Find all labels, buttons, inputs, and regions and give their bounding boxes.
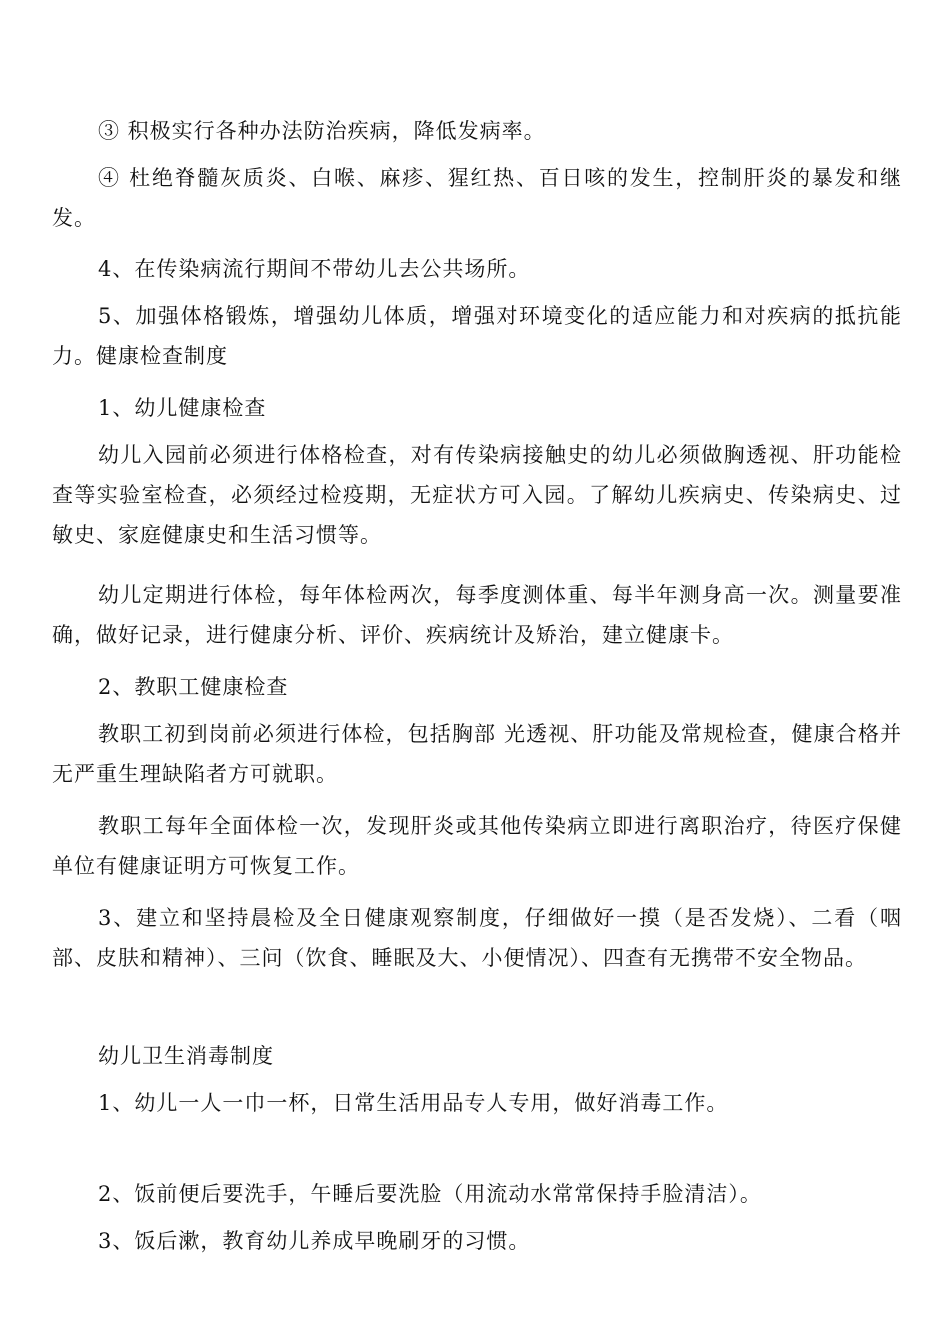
paragraph: 教职工每年全面体检一次，发现肝炎或其他传染病立即进行离职治疗，待医疗保健单位有健康证明方可恢复工作。 xyxy=(52,814,902,878)
paragraph: 4、在传染病流行期间不带幼儿去公共场所。 xyxy=(98,257,531,281)
paragraph: ③ 积极实行各种办法防治疾病，降低发病率。 xyxy=(98,119,546,143)
paragraph: 5、加强体格锻炼，增强幼儿体质，增强对环境变化的适应能力和对疾病的抵抗能力。健康检查制度 xyxy=(52,304,902,368)
paragraph: 幼儿入园前必须进行体格检查，对有传染病接触史的幼儿必须做胸透视、肝功能检查等实验室检查，必须经过检疫期，无症状方可入园。了解幼儿疾病史、传染病史、过敏史、家庭健康史和生活习惯等。 xyxy=(52,443,902,547)
paragraph: 3、饭后漱，教育幼儿养成早晚刷牙的习惯。 xyxy=(98,1229,531,1253)
paragraph: 教职工初到岗前必须进行体检，包括胸部 光透视、肝功能及常规检查，健康合格并无严重生理缺陷者方可就职。 xyxy=(52,722,902,786)
paragraph: ④ 杜绝脊髓灰质炎、白喉、麻疹、猩红热、百日咳的发生，控制肝炎的暴发和继发。 xyxy=(52,166,902,230)
paragraph: 2、饭前便后要洗手，午睡后要洗脸（用流动水常常保持手脸清洁）。 xyxy=(98,1182,762,1206)
paragraph: 2、教职工健康检查 xyxy=(98,675,289,699)
paragraph: 1、幼儿健康检查 xyxy=(98,396,267,420)
paragraph: 幼儿定期进行体检，每年体检两次，每季度测体重、每半年测身高一次。测量要准确，做好记录，进行健康分析、评价、疾病统计及矫治，建立健康卡。 xyxy=(52,583,902,647)
paragraph: 3、建立和坚持晨检及全日健康观察制度，仔细做好一摸（是否发烧）、二看（咽部、皮肤和精神）、三问（饮食、睡眠及大、小便情况）、四查有无携带不安全物品。 xyxy=(52,906,902,970)
paragraph: 1、幼儿一人一巾一杯，日常生活用品专人专用，做好消毒工作。 xyxy=(98,1091,729,1115)
paragraph: 幼儿卫生消毒制度 xyxy=(98,1044,274,1068)
